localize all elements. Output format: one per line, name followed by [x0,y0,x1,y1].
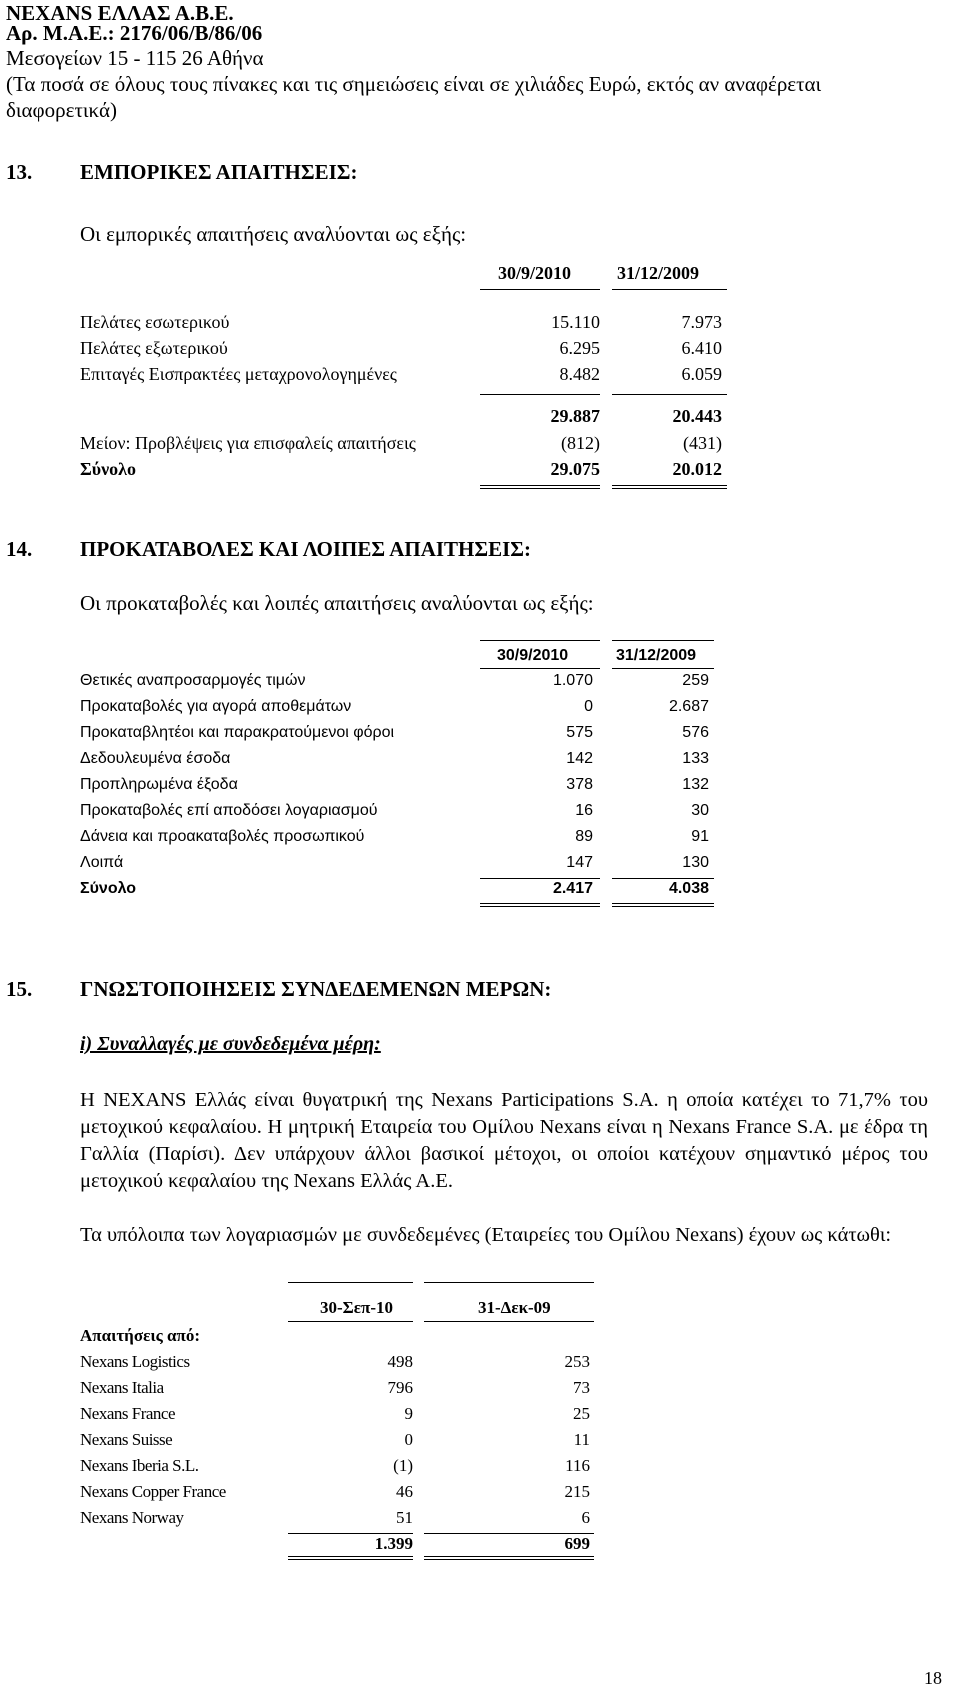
subtotal-rule [480,394,600,395]
row-value: 576 [682,724,709,741]
total-double-rule [612,906,714,907]
row-value: 9 [404,1404,413,1423]
total-double-rule [612,485,727,486]
total-double-rule [424,1559,594,1560]
header-rule [612,289,727,290]
row-label: Nexans Iberia S.L. [80,1456,199,1475]
column-header: 31-Δεκ-09 [478,1298,551,1317]
row-label: Nexans Copper France [80,1482,226,1501]
row-value: 6 [581,1508,590,1527]
row-value: 259 [682,672,709,689]
total-label: Σύνολο [80,459,136,479]
total-double-rule [480,906,600,907]
row-label: Δεδουλευμένα έσοδα [80,750,231,767]
group-label: Απαιτήσεις από: [80,1326,201,1345]
row-value: 142 [566,750,593,767]
row-value: 133 [682,750,709,767]
row-value: 6.295 [559,338,600,358]
row-label: Πελάτες εσωτερικού [80,312,230,332]
header-top-rule [480,640,600,641]
row-value: 46 [396,1482,413,1501]
row-label: Μείον: Προβλέψεις για επισφαλείς απαιτήσεις [80,433,416,453]
currency-note-line1: (Τα ποσά σε όλους τους πίνακες και τις σημειώσεις είναι σε χιλιάδες Ευρώ, εκτός αν αναφέρεται [6,72,822,96]
row-value: (431) [683,433,722,453]
row-value: 378 [566,776,593,793]
header-top-rule [612,640,714,641]
balances-paragraph: Τα υπόλοιπα των λογαριασμών με συνδεδεμένες (Εταιρείες του Ομίλου Nexans) έχουν ως κάτωθι: [80,1224,892,1246]
total-value: 1.399 [374,1534,413,1553]
row-label: Προκαταβολές επί αποδόσει λογαριασμού [80,802,378,819]
total-double-rule [480,485,600,486]
row-value: 6.410 [681,338,722,358]
column-header: 31/12/2009 [616,647,697,664]
row-value: 0 [584,698,593,715]
subtotal-rule [612,878,714,879]
total-value: 699 [564,1534,590,1553]
row-value: 30 [691,802,709,819]
total-value: 29.075 [550,459,600,479]
section-13-number: 13. [6,160,33,184]
row-label: Προκαταβλητέοι και παρακρατούμενοι φόροι [80,724,395,741]
header-top-rule [424,1282,594,1283]
row-value: 7.973 [681,312,722,332]
section-14-number: 14. [6,537,33,561]
row-value: 8.482 [559,364,600,384]
row-label: Λοιπά [80,854,124,871]
section-14-intro: Οι προκαταβολές και λοιπές απαιτήσεις αναλύονται ως εξής: [80,591,594,615]
total-value: 20.012 [672,459,722,479]
total-double-rule [288,1556,413,1557]
row-value: 91 [691,828,709,845]
ownership-paragraph: Η NEXANS Ελλάς είναι θυγατρική της Nexans Participations S.A. η οποία κατέχει το 71,7% του μετοχικού κεφαλαίου. Η μητρική Εταιρεία του Ομίλου Nexans είναι η Nexans France S.A. με έδρα τη Γαλλία (Παρίσι). Δεν υπάρχουν άλλοι βασικοί μέτοχοι, οι οποίοι κατέχουν σημαντικό μέρος του μετοχικού κεφαλαίου της Nexans Ελλάς Α.Ε. [80,1089,928,1192]
row-label: Nexans Italia [80,1378,164,1397]
row-label: Nexans France [80,1404,175,1423]
related-parties-subheading: i) Συναλλαγές με συνδεδεμένα μέρη: [80,1033,381,1055]
section-15-title: ΓΝΩΣΤΟΠΟΙΗΣΕΙΣ ΣΥΝΔΕΔΕΜΕΝΩΝ ΜΕΡΩΝ: [80,977,552,1001]
row-value: 215 [564,1482,590,1501]
total-double-rule [288,1559,413,1560]
total-double-rule [480,488,600,489]
row-value: 130 [682,854,709,871]
header-rule [612,668,714,669]
column-header: 30/9/2010 [497,647,569,664]
subtotal-value: 29.887 [550,406,600,426]
row-value: 1.070 [552,672,593,689]
page-number: 18 [924,1668,942,1688]
row-label: Πελάτες εξωτερικού [80,338,228,358]
section-13-intro: Οι εμπορικές απαιτήσεις αναλύονται ως εξής: [80,222,467,246]
header-rule [424,1321,594,1322]
section-13-title: ΕΜΠΟΡΙΚΕΣ ΑΠΑΙΤΗΣΕΙΣ: [80,160,358,184]
column-header: 30-Σεπ-10 [320,1298,394,1317]
total-value: 4.038 [668,880,709,897]
row-value: 25 [573,1404,590,1423]
row-value: 2.687 [668,698,709,715]
row-value: 11 [573,1430,590,1449]
row-value: 51 [396,1508,413,1527]
header-top-rule [288,1282,413,1283]
row-value: 15.110 [551,312,600,332]
section-15-number: 15. [6,977,33,1001]
row-value: 147 [566,854,593,871]
row-value: (1) [393,1456,413,1475]
row-value: 253 [564,1352,590,1371]
row-value: 0 [404,1430,413,1449]
row-label: Προκαταβολές για αγορά αποθεμάτων [80,698,352,715]
row-value: 498 [387,1352,413,1371]
company-name: NEXANS ΕΛΛΑΣ Α.Β.Ε. [6,1,234,25]
section-14-title: ΠΡΟΚΑΤΑΒΟΛΕΣ ΚΑΙ ΛΟΙΠΕΣ ΑΠΑΙΤΗΣΕΙΣ: [80,537,532,561]
total-value: 2.417 [552,880,593,897]
total-double-rule [612,488,727,489]
subtotal-rule [480,878,600,879]
row-label: Nexans Logistics [80,1352,190,1371]
row-label: Nexans Suisse [80,1430,173,1449]
row-value: 6.059 [681,364,722,384]
row-value: 116 [565,1456,590,1475]
currency-note-line2: διαφορετικά) [6,98,117,122]
total-double-rule [612,903,714,904]
column-header: 31/12/2009 [617,263,700,283]
header-rule [480,668,600,669]
company-address: Μεσογείων 15 - 115 26 Αθήνα [6,46,264,70]
row-value: 16 [575,802,593,819]
total-label: Σύνολο [80,880,137,897]
row-label: Προπληρωμένα έξοδα [80,776,238,793]
row-value: 73 [573,1378,590,1397]
header-rule [288,1321,413,1322]
total-double-rule [424,1556,594,1557]
registry-number: Αρ. Μ.Α.Ε.: 2176/06/Β/86/06 [6,21,263,45]
row-value: 796 [387,1378,413,1397]
row-value: (812) [561,433,600,453]
row-label: Θετικές αναπροσαρμογές τιμών [80,672,306,689]
row-value: 575 [566,724,593,741]
total-double-rule [480,903,600,904]
row-value: 132 [682,776,709,793]
row-label: Επιταγές Εισπρακτέες μεταχρονολογημένες [80,364,397,384]
subtotal-value: 20.443 [672,406,722,426]
row-label: Δάνεια και προακαταβολές προσωπικού [80,828,365,845]
row-label: Nexans Norway [80,1508,184,1527]
column-header: 30/9/2010 [498,263,572,283]
header-rule [480,289,600,290]
row-value: 89 [575,828,593,845]
subtotal-rule [612,394,727,395]
